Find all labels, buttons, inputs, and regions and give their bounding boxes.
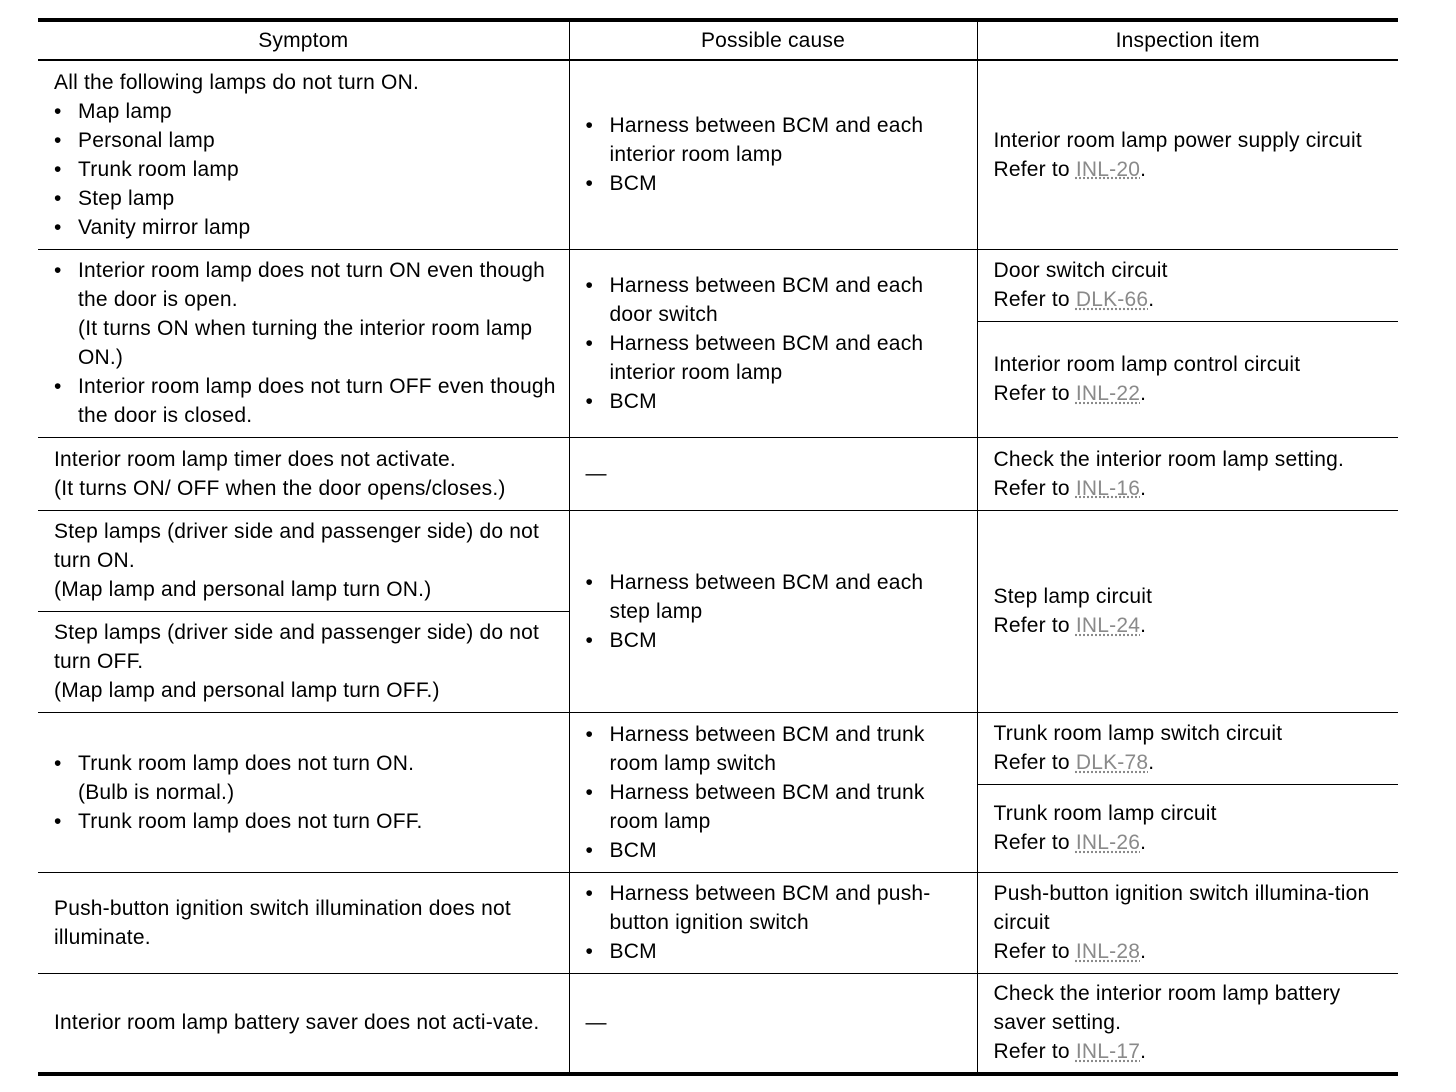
symptom-text: Interior room lamp does not turn ON even though the door is open. (It turns ON when turning the interior room lamp ON.) <box>78 259 545 369</box>
inspection-cell <box>977 712 1398 784</box>
inspection-title: Check the interior room lamp setting. <box>993 447 1345 471</box>
table-row <box>38 510 1398 611</box>
cause-cell-dash: — <box>569 973 977 1074</box>
list-item: • Interior room lamp does not turn OFF even though the door is closed. <box>54 372 559 430</box>
list-item: • Harness between BCM and each interior room lamp <box>586 111 967 169</box>
list-item: • Vanity mirror lamp <box>54 213 559 242</box>
list-item: • Harness between BCM and trunk room lamp switch <box>586 720 967 778</box>
list-item: • Trunk room lamp <box>54 155 559 184</box>
table-row <box>38 712 1398 784</box>
list-item: • Map lamp <box>54 97 559 126</box>
refer-to-label: Refer to <box>993 382 1070 405</box>
cause-cell <box>569 872 977 973</box>
symptom-cell <box>38 510 569 611</box>
cause-list <box>586 111 967 198</box>
inspection-title: Interior room lamp control circuit <box>993 353 1301 376</box>
list-item: • Harness between BCM and each step lamp <box>586 568 967 626</box>
inspection-cell <box>977 437 1398 510</box>
diagnosis-table-page <box>38 18 1398 1076</box>
inspection-title: Check the interior room lamp battery saver setting. <box>993 982 1341 1035</box>
cause-cell <box>569 510 977 712</box>
symptom-list <box>54 749 559 836</box>
list-item: • BCM <box>586 387 967 416</box>
inspection-cell <box>977 321 1398 437</box>
inspection-cell <box>977 60 1398 249</box>
list-item: • BCM <box>586 169 967 198</box>
symptom-text: Push-button ignition switch illumination does not illuminate. <box>54 896 511 949</box>
list-item <box>54 256 559 372</box>
refer-to-label: Refer to <box>993 288 1070 311</box>
symptom-text: Trunk room lamp does not turn ON. (Bulb is normal.) <box>78 751 415 804</box>
table-row <box>38 60 1398 249</box>
symptom-text: All the following lamps do not turn ON. <box>54 70 419 94</box>
cause-cell <box>569 249 977 437</box>
inspection-ref: Refer to DLK-66. <box>993 288 1155 311</box>
symptom-list <box>54 256 559 430</box>
inspection-ref: Refer to INL-24. <box>993 614 1147 637</box>
refer-to-label: Refer to <box>993 157 1070 181</box>
symptom-text: Interior room lamp timer does not activate. <box>54 447 456 471</box>
table-row <box>38 249 1398 321</box>
cause-cell <box>569 60 977 249</box>
list-item: • Harness between BCM and each interior room lamp <box>586 329 967 387</box>
inspection-ref: Refer to INL-22. <box>993 382 1147 405</box>
cause-list <box>586 271 967 416</box>
inspection-cell <box>977 784 1398 872</box>
ref-link[interactable]: INL-17 <box>1075 1040 1141 1064</box>
cause-cell <box>569 712 977 872</box>
symptom-text: Step lamps (driver side and passenger side) do not turn ON. <box>54 520 540 572</box>
ref-link[interactable]: INL-26 <box>1075 831 1141 854</box>
inspection-title: Door switch circuit <box>993 259 1168 282</box>
ref-link[interactable]: INL-16 <box>1075 476 1141 500</box>
inspection-cell <box>977 249 1398 321</box>
list-item: • BCM <box>586 836 967 865</box>
symptom-cell <box>38 437 569 510</box>
symptom-text: Interior room lamp battery saver does not acti-vate. <box>54 1011 540 1035</box>
list-item: • Harness between BCM and each door switch <box>586 271 967 329</box>
ref-link[interactable]: INL-20 <box>1075 157 1141 181</box>
list-item: • Harness between BCM and push-button ignition switch <box>586 879 967 937</box>
inspection-ref: Refer to INL-20. <box>993 157 1147 181</box>
list-item <box>54 749 559 807</box>
cause-list <box>586 879 967 966</box>
table-row <box>38 872 1398 973</box>
inspection-title: Trunk room lamp circuit <box>993 802 1217 825</box>
refer-to-label: Refer to <box>993 476 1070 500</box>
list-item: • BCM <box>586 626 967 655</box>
list-item: • Trunk room lamp does not turn OFF. <box>54 807 559 836</box>
inspection-ref: Refer to DLK-78. <box>993 751 1155 774</box>
ref-link[interactable]: DLK-78 <box>1075 751 1149 774</box>
symptom-cell <box>38 611 569 712</box>
refer-to-label: Refer to <box>993 831 1070 854</box>
cause-list <box>586 720 967 865</box>
symptom-text: (Map lamp and personal lamp turn ON.) <box>54 578 432 601</box>
header-inspection-item: Inspection item <box>977 20 1398 60</box>
ref-link[interactable]: INL-28 <box>1075 940 1141 963</box>
inspection-title: Push-button ignition switch illumina-tion circuit <box>993 882 1370 934</box>
symptom-text: Step lamps (driver side and passenger side) do not turn OFF. <box>54 621 540 673</box>
ref-link[interactable]: DLK-66 <box>1075 288 1149 311</box>
list-item: • Personal lamp <box>54 126 559 155</box>
symptom-cell <box>38 872 569 973</box>
inspection-cell <box>977 973 1398 1074</box>
table-row <box>38 437 1398 510</box>
symptom-list <box>54 97 559 242</box>
refer-to-label: Refer to <box>993 1040 1070 1064</box>
symptom-cell <box>38 60 569 249</box>
inspection-title: Interior room lamp power supply circuit <box>993 128 1362 152</box>
header-symptom: Symptom <box>38 20 569 60</box>
list-item: • Harness between BCM and trunk room lamp <box>586 778 967 836</box>
symptom-cell <box>38 973 569 1074</box>
inspection-title: Step lamp circuit <box>993 585 1153 608</box>
inspection-ref: Refer to INL-26. <box>993 831 1147 854</box>
refer-to-label: Refer to <box>993 940 1070 963</box>
inspection-ref: Refer to INL-28. <box>993 940 1147 963</box>
ref-link[interactable]: INL-22 <box>1075 382 1141 405</box>
cause-list <box>586 568 967 655</box>
inspection-cell <box>977 510 1398 712</box>
symptom-cell <box>38 712 569 872</box>
table-row <box>38 973 1398 1074</box>
ref-link[interactable]: INL-24 <box>1075 614 1141 637</box>
list-item: • Step lamp <box>54 184 559 213</box>
table-header-row <box>38 20 1398 60</box>
cause-cell-dash: — <box>569 437 977 510</box>
header-possible-cause: Possible cause <box>569 20 977 60</box>
inspection-ref: Refer to INL-17. <box>993 1040 1147 1064</box>
inspection-ref: Refer to INL-16. <box>993 476 1147 500</box>
symptom-table <box>38 18 1398 1076</box>
list-item: • BCM <box>586 937 967 966</box>
symptom-cell <box>38 249 569 437</box>
inspection-title: Trunk room lamp switch circuit <box>993 722 1283 745</box>
refer-to-label: Refer to <box>993 614 1070 637</box>
inspection-cell <box>977 872 1398 973</box>
symptom-text: (It turns ON/ OFF when the door opens/closes.) <box>54 476 506 500</box>
refer-to-label: Refer to <box>993 751 1070 774</box>
symptom-text: (Map lamp and personal lamp turn OFF.) <box>54 679 440 702</box>
